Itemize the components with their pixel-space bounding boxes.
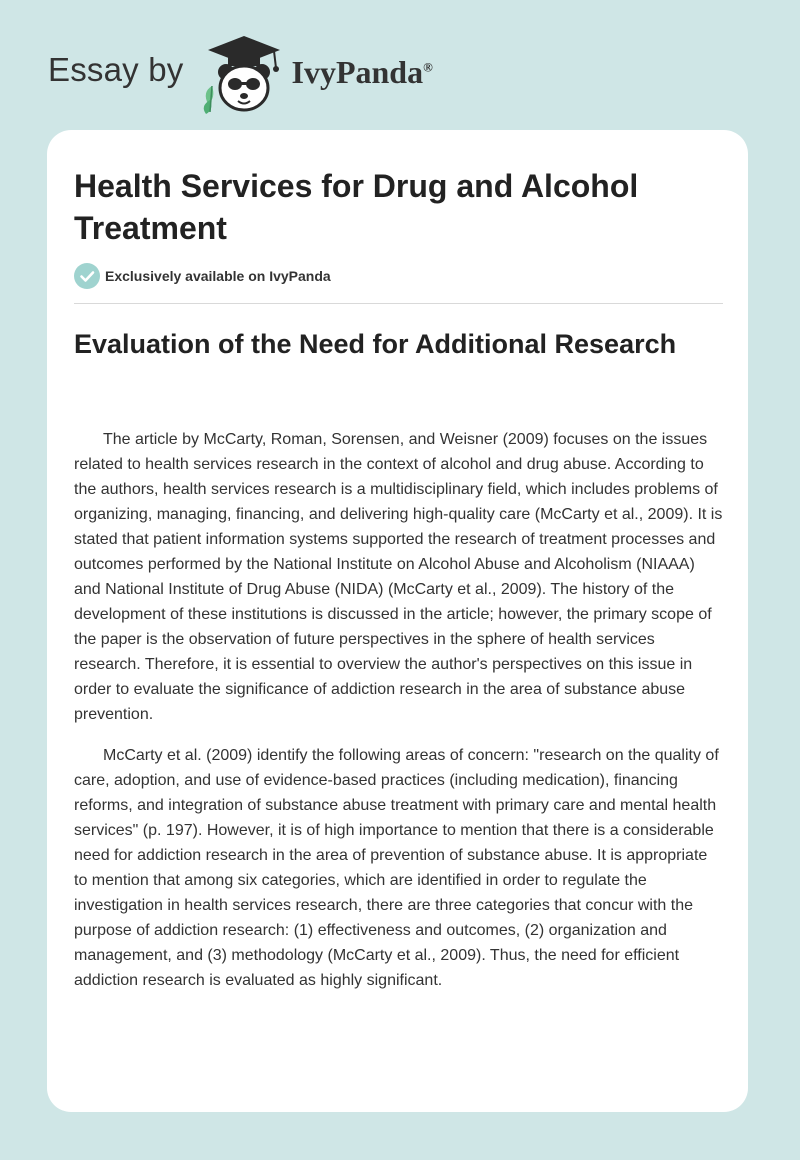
badge-text: Exclusively available on IvyPanda bbox=[105, 268, 331, 284]
exclusive-badge bbox=[74, 263, 331, 289]
body-paragraph: McCarty et al. (2009) identify the following areas of concern: "research on the quality of care, adoption, and use of evidence-based practices (including medication), financing reforms, and integration of substance abuse treatment with primary care and mental health services" (p. 197). However, it is of high importance to mention that there is a considerable need for addiction research in the area of prevention of substance abuse. It is appropriate to mention that among six categories, which are identified in order to regulate the investigation in health services research, there are three categories that concur with the purpose of addiction research: (1) effectiveness and outcomes, (2) organization and management, and (3) methodology (McCarty et al., 2009). Thus, the need for efficient addiction research is evaluated as highly significant. bbox=[74, 747, 719, 989]
essay-title: Health Services for Drug and Alcohol Treatment bbox=[74, 168, 639, 246]
brand-name-text: IvyPanda bbox=[291, 53, 424, 90]
section-heading: Evaluation of the Need for Additional Research bbox=[74, 329, 677, 359]
brand-prefix: Essay by bbox=[48, 51, 184, 88]
essay-card bbox=[47, 130, 748, 1112]
brand-header bbox=[48, 34, 433, 114]
registered-mark: ® bbox=[423, 58, 433, 74]
body-paragraph: The article by McCarty, Roman, Sorensen, and Weisner (2009) focuses on the issues related to health services research in the context of alcohol and drug abuse. According to the authors, health services research is a multidisciplinary field, which includes problems of organizing, managing, financing, and delivering high-quality care (McCarty et al., 2009). It is stated that patient information systems supported the research of treatment processes and outcomes performed by the National Institute on Alcohol Abuse and Alcoholism (NIAAA) and National Institute of Drug Abuse (NIDA) (McCarty et al., 2009). The history of the development of these institutions is discussed in the article; however, the primary scope of the paper is the observation of future perspectives in the sphere of health services research. Therefore, it is essential to overview the author's perspectives on this issue in order to evaluate the significance of addiction research in the area of substance abuse prevention. bbox=[74, 431, 723, 723]
divider bbox=[74, 303, 723, 304]
brand-name bbox=[292, 54, 433, 91]
essay-body bbox=[74, 427, 724, 1009]
panda-graduate-icon bbox=[198, 34, 286, 114]
checkmark-circle-icon bbox=[74, 263, 100, 289]
